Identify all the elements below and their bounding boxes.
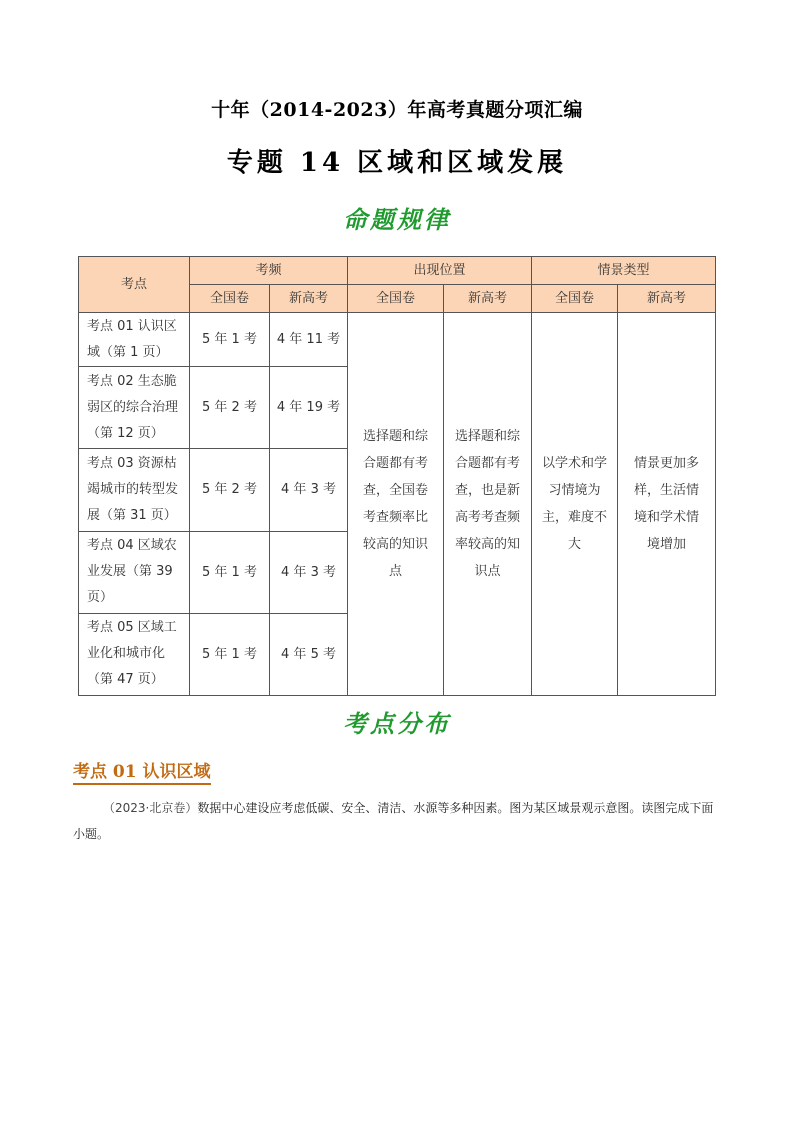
sub-header-chuxian-quanguo: 全国卷: [348, 285, 444, 313]
header-kaopin: 考频: [190, 257, 348, 285]
scene-quanguo-cell: 以学术和学习情境为主，难度不大: [532, 313, 618, 696]
question-intro: [73, 795, 723, 847]
question-source: （2023·北京卷）: [103, 801, 198, 815]
question-text: 数据中心建设应考虑低碳、安全、清洁、水源等多种因素。图为某区域景观示意图。读图完成下面小题。: [73, 801, 714, 841]
freq-quanguo-cell: 5 年 1 考: [190, 313, 270, 367]
sub-header-kaopin-quanguo: 全国卷: [190, 285, 270, 313]
topic-title: 专题 14 区域和区域发展: [226, 148, 568, 178]
sub-header-qingjing-quanguo: 全国卷: [532, 285, 618, 313]
table-row: [79, 313, 716, 367]
section-heading-mingti: 命题规律: [343, 205, 451, 234]
freq-quanguo-cell: 5 年 2 考: [190, 449, 270, 531]
topic-cell: 考点 04 区域农业发展（第 39 页）: [79, 531, 190, 613]
header-qingjing: 情景类型: [532, 257, 716, 285]
position-xingaokao-cell: 选择题和综合题都有考查，也是新高考考查频率较高的知识点: [444, 313, 532, 696]
scene-xingaokao-cell: 情景更加多样，生活情境和学术情境增加: [618, 313, 716, 696]
section-heading-kaodian: 考点分布: [343, 709, 451, 738]
kaodian-01-heading: 考点 01 认识区域: [73, 757, 211, 785]
topic-cell: 考点 03 资源枯竭城市的转型发展（第 31 页）: [79, 449, 190, 531]
topic-cell: 考点 05 区域工业化和城市化（第 47 页）: [79, 613, 190, 695]
header-chuxian: 出现位置: [348, 257, 532, 285]
freq-quanguo-cell: 5 年 1 考: [190, 531, 270, 613]
freq-xingaokao-cell: 4 年 3 考: [270, 531, 348, 613]
position-quanguo-cell: 选择题和综合题都有考查，全国卷考查频率比较高的知识点: [348, 313, 444, 696]
header-kaodian: 考点: [79, 257, 190, 313]
freq-xingaokao-cell: 4 年 5 考: [270, 613, 348, 695]
freq-xingaokao-cell: 4 年 11 考: [270, 313, 348, 367]
topic-cell: 考点 02 生态脆弱区的综合治理（第 12 页）: [79, 367, 190, 449]
sub-header-kaopin-xingaokao: 新高考: [270, 285, 348, 313]
freq-xingaokao-cell: 4 年 19 考: [270, 367, 348, 449]
freq-xingaokao-cell: 4 年 3 考: [270, 449, 348, 531]
freq-quanguo-cell: 5 年 2 考: [190, 367, 270, 449]
freq-quanguo-cell: 5 年 1 考: [190, 613, 270, 695]
document-title: 十年（2014-2023）年高考真题分项汇编: [211, 99, 583, 121]
topic-cell: 考点 01 认识区域（第 1 页）: [79, 313, 190, 367]
summary-table: [78, 256, 716, 696]
sub-header-qingjing-xingaokao: 新高考: [618, 285, 716, 313]
sub-header-chuxian-xingaokao: 新高考: [444, 285, 532, 313]
